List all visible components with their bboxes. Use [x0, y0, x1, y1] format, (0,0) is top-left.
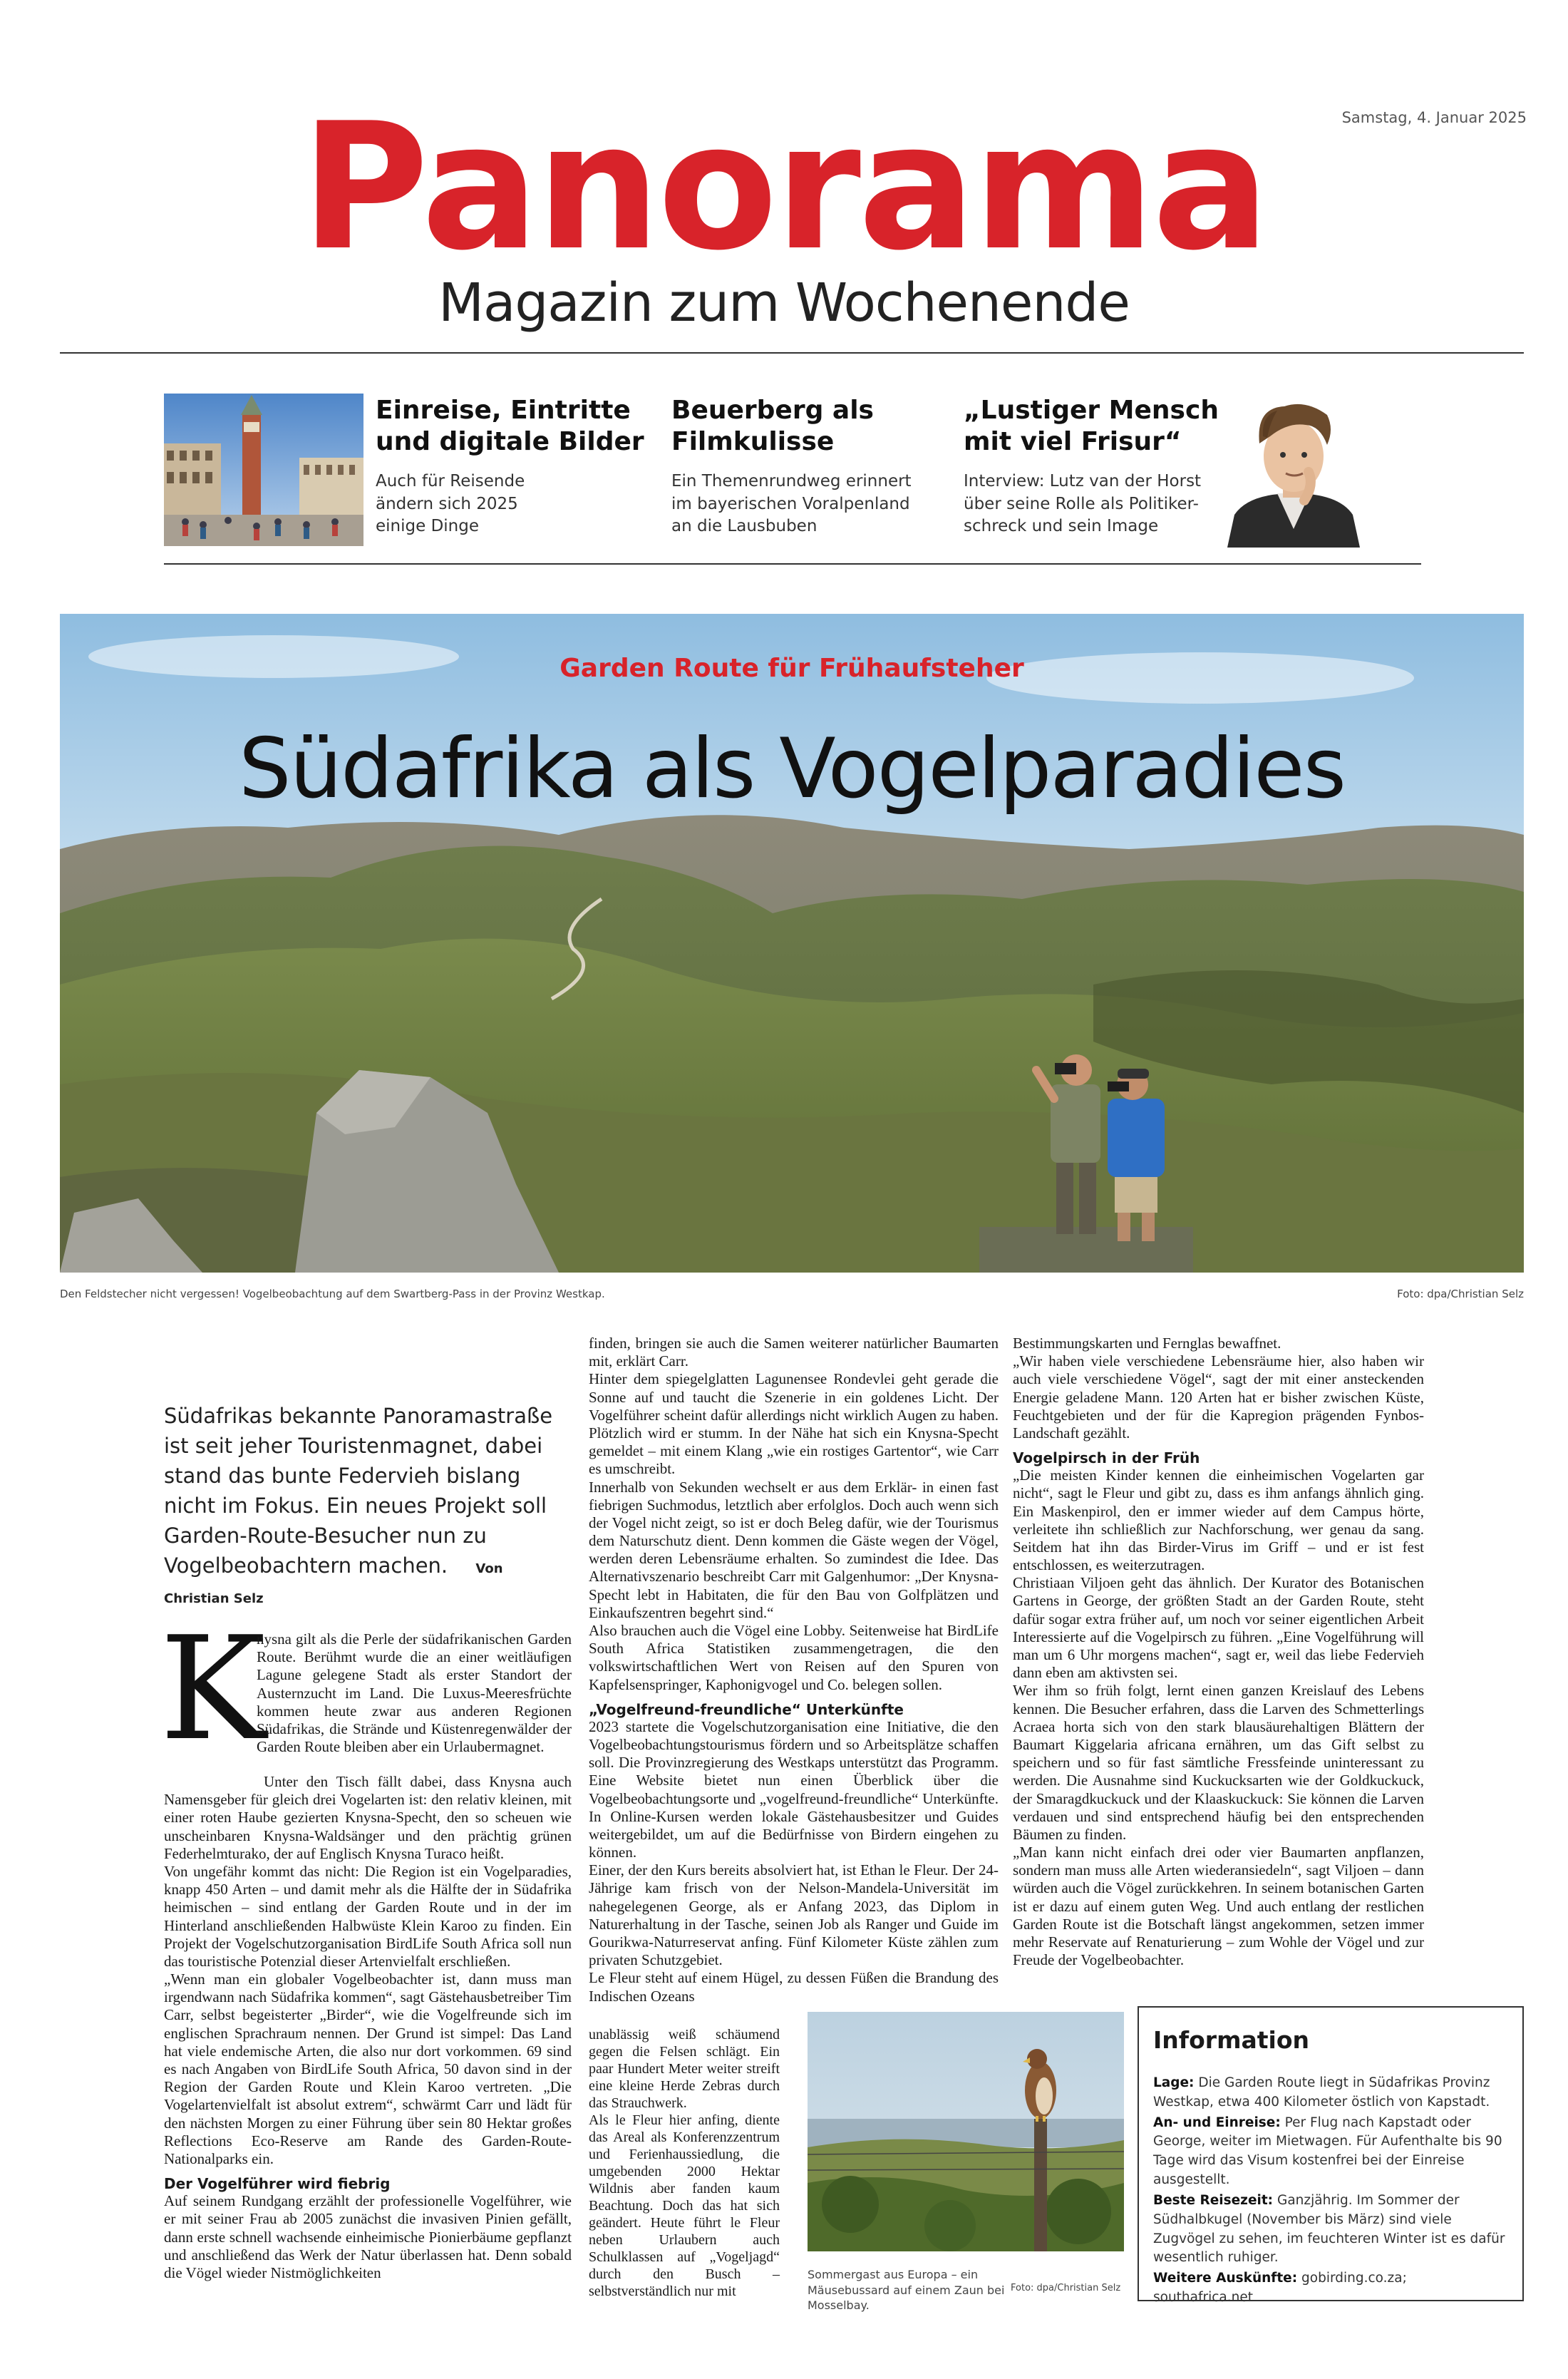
teaser-1-title[interactable] — [376, 395, 644, 458]
paragraph: Hinter dem spiegelglatten Lagunensee Rondevlei geht gerade die Sonne auf und taucht die Szenerie in ein goldenes Licht. Der Vogelführer scheint dafür allerdings nicht wirklich Augen zu haben. Plötzlich wird er stumm. In der Nähe hat sich ein Knysna-Specht gemeldet – mit einem Klang „wie ein rostiges Gartentor“, wie Carr es umschreibt. — [589, 1370, 999, 1478]
paragraph: „Die meisten Kinder kennen die einheimischen Vogelarten gar nicht“, sagt le Fleur und gibt zu, dass es ihm anfangs ähnlich ging. Ein Maskenpirol, den er immer wieder auf dem Campus hörte, verleitete ihn schließlich zur Nachforschung, wer genau da sang. Seitdem hat ihn das Birder-Virus im Griff – und er ist fest entschlossen, es weiterzutragen. — [1013, 1466, 1424, 1574]
paragraph: Unter den Tisch fällt dabei, dass Knysna auch Namensgeber für gleich drei Vogelarten ist: den relativ kleinen, mit einer roten Haube gezierten Knysna-Specht, den so scheuen wie unscheinbaren Knysna-Waldsänger und den prächtig grünen Federhelmturako, der auf Englisch Knysna Turaco heißt. — [164, 1773, 572, 1862]
info-text: Ganzjährig. Im Sommer der Südhalbkugel (November bis März) sind viele Zugvögel zu sehen, im feuchteren Winter ist es dafür wesentlich ruhiger. — [1153, 2192, 1505, 2266]
teaser-1-text-line1: Auch für Reisende — [376, 472, 525, 490]
teaser-2-title[interactable] — [671, 395, 874, 458]
info-item-contact[interactable] — [1153, 2269, 1508, 2308]
hero-photo-credit: Foto: dpa/Christian Selz — [1397, 1288, 1524, 1300]
column-2 — [589, 1335, 999, 2005]
paragraph: 2023 startete die Vogelschutzorganisation eine Initiative, die den Vogelbeobachtungstourismus fördern und so Arbeitsplätze schaffen soll. Die Provinzregierung des Westkaps unterstützt das Programm. Eine Website bietet nun einen Überblick über die Vogelbeobachtungsorte und „vogelfreund-freundliche“ Unterkünfte. In Online-Kursen werden lokale Gästehausbesitzer und Guides weitergebildet, um auf die Bedürfnisse von Birdern eingehen zu können. — [589, 1717, 999, 1861]
paragraph: unablässig weiß schäumend gegen die Felsen schlägt. Ein paar Hundert Meter weiter streift eine kleine Herde Zebras durch das Strauchwerk. — [589, 2027, 780, 2111]
paragraph: finden, bringen sie auch die Samen weiterer natürlicher Baumarten mit, erklärt Carr. — [589, 1335, 999, 1370]
teaser-3-text-line3: schreck und sein Image — [964, 517, 1159, 536]
teaser-2-title-line2: Filmkulisse — [671, 426, 835, 456]
teaser-rule — [164, 563, 1421, 565]
info-item-location — [1153, 2074, 1508, 2112]
buzzard-photo — [808, 2012, 1124, 2251]
teaser-image-portrait[interactable] — [1220, 394, 1367, 548]
column-3 — [1013, 1335, 1424, 1969]
masthead-rule — [60, 352, 1524, 354]
author-byline: Von Christian Selz — [164, 1561, 503, 1607]
dropcap: K — [160, 1606, 267, 1772]
teaser-3-text-line2: über seine Rolle als Politiker- — [964, 494, 1199, 513]
info-links[interactable]: gobirding.co.za; southafrica.net — [1153, 2271, 1407, 2305]
teaser-1-title-line2: und digitale Bilder — [376, 426, 644, 456]
hero-headline: Südafrika als Vogelparadies — [238, 721, 1346, 817]
teaser-3-title[interactable] — [964, 395, 1219, 458]
paragraph: Einer, der den Kurs bereits absolviert hat, ist Ethan le Fleur. Der 24-Jährige kam frisch von der Nelson-Mandela-Universität im nahegelegenen George, als er Anfang 2023, das Diplom in Naturerhaltung in der Tasche, seinen Job als Ranger und Guide im Gourikwa-Naturreservat anfing. Fünf Kilometer Küste zählen zum privaten Schutzgebiet. — [589, 1861, 999, 1969]
teaser-2-text-line3: an die Lausbuben — [671, 517, 817, 536]
teaser-2-text-line1: Ein Themenrundweg erinnert — [671, 472, 912, 490]
paragraph: Als le Fleur hier anfing, diente das Areal als Konferenzzentrum und Ferienhaussiedlung, die umgebenden 2000 Hektar Wildnis aber fanden kaum Beachtung. Doch das hat sich geändert. Heute führt le Fleur neben Urlaubern auch Schulklassen auf „Vogeljagd“ durch den Busch – selbstverständlich nur mit — [589, 2112, 780, 2299]
info-box — [1138, 2006, 1524, 2305]
paragraph: nysna gilt als die Perle der südafrikanischen Garden Route. Berühmt wurde die an einer weitläufigen Lagune gelegene Stadt als erster Standort der Austernzucht im Land. Die Luxus-Meeresfrüchte kommen heute zwar aus anderen Regionen Südafrikas, die Strände und Küstenregenwälder der Garden Route bleiben aber ein Urlaubermagnet. — [257, 1630, 572, 1756]
column-2-narrow — [589, 2026, 780, 2300]
paragraph: Bestimmungskarten und Fernglas bewaffnet. — [1013, 1335, 1281, 1352]
hero-caption: Den Feldstecher nicht vergessen! Vogelbeobachtung auf dem Swartberg-Pass in der Provinz Westkap. — [60, 1288, 605, 1300]
paragraph: „Wir haben viele verschiedene Lebensräume hier, also haben wir auch viele verschiedene Vögel“, sagt der mit einer ansteckenden Energie geladene Mann. 120 Arten hat er bisher zwischen Küste, Feuchtgebieten und der für die Kapregion prägenden Fynbos-Landschaft gezählt. — [1013, 1352, 1424, 1442]
info-label: Beste Reisezeit: — [1153, 2192, 1274, 2208]
paragraph: Le Fleur steht auf einem Hügel, zu dessen Füßen die Brandung des Indischen Ozeans — [589, 1969, 999, 2005]
subheading: Der Vogelführer wird fiebrig — [164, 2175, 391, 2193]
info-text: Per Flug nach Kapstadt oder George, weiter im Mietwagen. Für Aufenthalte bis 90 Tage wird das Visum kostenfrei bei der Einreise ausgestellt. — [1153, 2115, 1502, 2188]
teaser-1-text — [376, 471, 525, 538]
info-item-season — [1153, 2192, 1508, 2268]
paragraph: Innerhalb von Sekunden wechselt er aus dem Erklär- in einen fast fiebrigen Suchmodus, letztlich aber erfolglos. Doch auch wenn sich der Vogel nicht zeigt, so ist er doch Beleg dafür, wie der Tourismus dem Naturschutz dient. Denn kommen die Gäste wegen der Vögel, werden deren Lebensräume erhalten. So zumindest die Idee. Das Alternativszenario beschreibt Carr mit Galgenhumor: „Der Knysna-Specht lebt in Habitaten, die für den Bau von Golfplätzen und Einkaufszentren begehrt sind.“ — [589, 1478, 999, 1621]
info-item-arrival — [1153, 2114, 1508, 2190]
paragraph: Wer ihm so früh folgt, lernt einen ganzen Kreislauf des Lebens kennen. Die Besucher erfahren, dass die Larven des Schmetterlings Acraea horta sich von den stark blausäurehaltigen Blättern der Baumart Kiggelaria africana ernähren, um das Gift selbst zu speichern und so für fast sämtliche Fressfeinde uninteressant zu werden. Die Ausnahme sind Kuckucksarten wie der Goldkuckuck, der Smaragdkuckuck und der Klaaskuckuck: Sie können die Larven verdauen und sind entsprechend häufig bei den entsprechenden Bäumen zu finden. — [1013, 1682, 1424, 1843]
hero-kicker: Garden Route für Frühaufsteher — [559, 654, 1024, 683]
masthead-subtitle: Magazin zum Wochenende — [438, 272, 1130, 334]
paragraph: Von ungefähr kommt das nicht: Die Region ist ein Vogelparadies, knapp 450 Arten – und damit mehr als die Hälfte der in Südafrika heimischen – sind entlang der Garden Route und in der im Hinterland anschließenden Halbwüste Klein Karoo zu finden. Ein Projekt der Vogelschutzorganisation BirdLife South Africa soll nun das touristische Potenzial dieser Artenvielfalt erschließen. — [164, 1862, 572, 1970]
buzzard-caption: Sommergast aus Europa – ein Mäusebussard auf einem Zaun bei Mosselbay. — [808, 2268, 1005, 2313]
teaser-1-text-line2: ändern sich 2025 — [376, 494, 518, 513]
info-text: Die Garden Route liegt in Südafrikas Provinz Westkap, etwa 400 Kilometer östlich von Kapstadt. — [1153, 2075, 1490, 2110]
teaser-3-title-line1: „Lustiger Mensch — [964, 396, 1219, 425]
teaser-1-text-line3: einige Dinge — [376, 517, 479, 536]
paragraph: „Wenn man ein globaler Vogelbeobachter ist, dann muss man irgendwann nach Südafrika kommen“, sagt Gästehausbetreiber Tim Carr, selbst begeisterter „Birder“, wie die Vogelfreunde sich im englischen Sprachraum nennen. Der Grund ist simpel: Das Land hat viele endemische Arten, die also nur dort vorkommen. 69 sind es nach Angaben von BirdLife South Africa, 50 davon sind in der Region der Garden Route und Klein Karoo vertreten. „Die Vogelartenvielfalt ist absolut extrem“, schwärmt Carr und lädt für den nächsten Morgen zu einer Führung über sein 80 Hektar großes Reflections Eco-Reserve am Rande des Garden-Route-Nationalparks ein. — [164, 1970, 572, 2167]
paragraph: „Man kann nicht einfach drei oder vier Baumarten anpflanzen, sondern man muss alle Arten wiederansiedeln“, sagt Viljoen – dann würden auch die Vögel zurückkehren. In seinem botanischen Garten ist er dazu auf einem guten Weg. Und auch entlang der restlichen Garden Route ist die Botschaft längst angekommen, setzen immer mehr Reservate auf Renaturierung – zum Wohle der Vögel und zur Freude der Vogelbeobachter. — [1013, 1844, 1424, 1969]
paragraph: Christiaan Viljoen geht das ähnlich. Der Kurator des Botanischen Gartens in George, der größten Stadt an der Garden Route, steht dafür sogar extra früher auf, um noch vor seiner eigentlichen Arbeit Interessierte auf die Vogelpirsch zu führen. „Eine Vogelführung will man um 6 Uhr morgens machen“, sagt er, weil das liebe Federvieh dann eben am aktivsten sei. — [1013, 1574, 1424, 1682]
teaser-image-venice[interactable] — [164, 394, 363, 546]
info-label: Weitere Auskünfte: — [1153, 2271, 1298, 2286]
masthead-title: Panorama — [301, 86, 1267, 289]
teaser-3-text — [964, 471, 1201, 538]
teaser-2-text — [671, 471, 912, 538]
intro-text: Südafrikas bekannte Panoramastraße ist seit jeher Touristenmagnet, dabei stand das bunte Federvieh bislang nicht im Fokus. Ein neues Projekt soll Garden-Route-Besucher nun zu Vogelbeobachtern machen. — [164, 1404, 553, 1578]
teaser-3-title-line2: mit viel Frisur“ — [964, 426, 1182, 456]
teaser-1-title-line1: Einreise, Eintritte — [376, 396, 631, 425]
subheading: Vogelpirsch in der Früh — [1013, 1449, 1200, 1467]
info-label: Lage: — [1153, 2075, 1195, 2090]
info-label: An- und Einreise: — [1153, 2115, 1281, 2130]
buzzard-photo-credit: Foto: dpa/Christian Selz — [1011, 2283, 1121, 2293]
column-1-opening — [257, 1630, 572, 1756]
teaser-2-text-line2: im bayerischen Voralpenland — [671, 494, 910, 513]
teaser-3-text-line1: Interview: Lutz van der Horst — [964, 472, 1202, 490]
info-title: Information — [1153, 2026, 1309, 2054]
hero-photo — [60, 614, 1524, 1273]
paragraph: Auf seinem Rundgang erzählt der professionelle Vogelführer, wie er mit seiner Frau ab 2005 zunächst die invasiven Pinien gefällt, dann erste schnell wachsende einheimische Pionierbäume gepflanzt und anschließend das Werk der Natur überlassen hat. Denn sobald die Vögel wieder Nistmöglichkeiten — [164, 2192, 572, 2281]
column-1 — [164, 1773, 572, 2282]
teaser-2-title-line1: Beuerberg als — [671, 396, 874, 425]
subheading: „Vogelfreund-freundliche“ Unterkünfte — [589, 1700, 904, 1718]
intro-lead — [164, 1401, 563, 1610]
paragraph: Also brauchen auch die Vögel eine Lobby. Seitenweise hat BirdLife South Africa Statistiken zusammengetragen, die den volkswirtschaftlichen Wert von Reisen auf den Spuren von Kapfelsenspringer, Kaphonigvogel und Co. belegen sollen. — [589, 1622, 999, 1693]
issue-date: Samstag, 4. Januar 2025 — [1341, 109, 1527, 126]
